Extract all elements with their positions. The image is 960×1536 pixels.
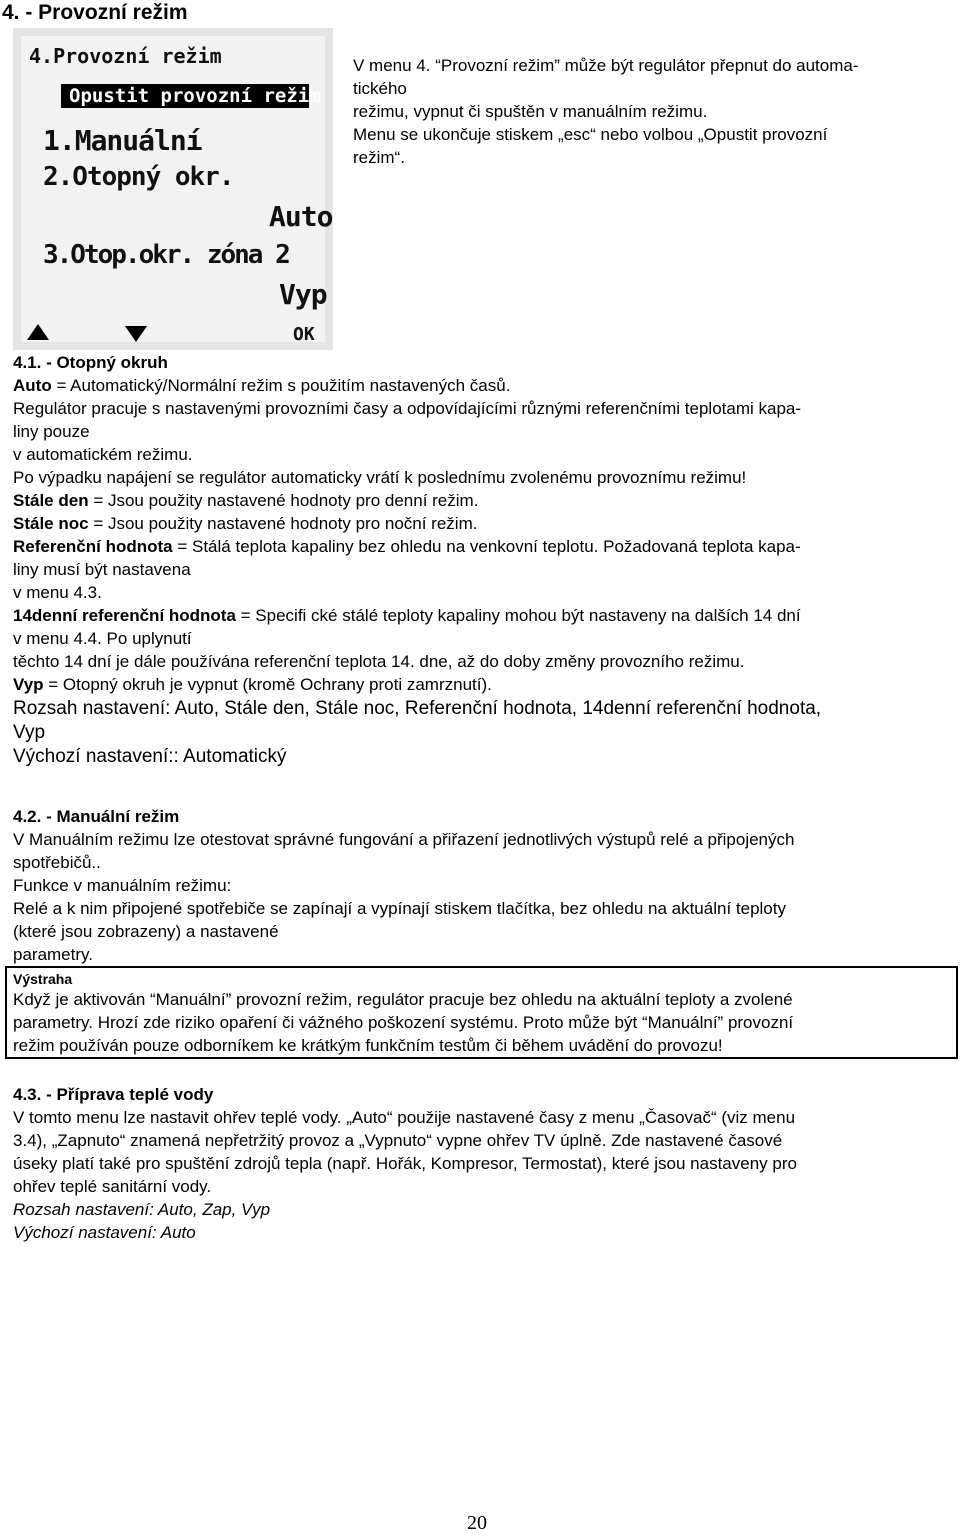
para-line: Funkce v manuálním režimu: xyxy=(13,876,232,895)
lcd-screen xyxy=(21,36,333,345)
para-line: liny musí být nastavena xyxy=(13,560,191,579)
para-line: liny pouze xyxy=(13,422,90,441)
para-line: V Manuálním režimu lze otestovat správné fungování a přiřazení jednotlivých výstupů relé a připojených xyxy=(13,830,795,849)
warning-line: parametry. Hrozí zde riziko opaření či vážného poškození systému. Proto může být “Manuální” provozní xyxy=(13,1013,794,1032)
para-line: (které jsou zobrazeny) a nastavené xyxy=(13,922,279,941)
range-line: Rozsah nastavení: Auto, Stále den, Stále noc, Referenční hodnota, 14denní referenční hodnota, xyxy=(13,698,822,719)
side-text-line: Menu se ukončuje stiskem „esc“ nebo volbou „Opustit provozní xyxy=(353,125,828,144)
default-line: Výchozí nastavení:: Automatický xyxy=(13,746,287,767)
para-line xyxy=(13,605,801,627)
para-line xyxy=(13,375,510,397)
para-line: v menu 4.3. xyxy=(13,583,102,602)
side-text-line: režim“. xyxy=(353,148,405,167)
lcd-menu-title: 4.Provozní režim xyxy=(29,44,222,68)
side-text-line: tického xyxy=(353,79,407,98)
page-heading: 4. - Provozní režim xyxy=(2,1,188,24)
para-line: v automatickém režimu. xyxy=(13,445,193,464)
term-vyp: Vyp xyxy=(13,675,44,694)
range-line: Rozsah nastavení: Auto, Zap, Vyp xyxy=(13,1200,271,1219)
para-line: spotřebičů.. xyxy=(13,853,101,872)
section-4-2-title: 4.2. - Manuální režim xyxy=(13,807,180,826)
para-line: těchto 14 dní je dále používána referenční teplota 14. dne, až do doby změny provozního režimu. xyxy=(13,652,745,671)
para-line: Po výpadku napájení se regulátor automaticky vrátí k poslednímu zvolenému provoznímu režimu! xyxy=(13,468,747,487)
para-line xyxy=(13,513,477,535)
term-text: = Specifi cké stálé teploty kapaliny mohou být nastaveny na dalších 14 dní xyxy=(235,606,801,625)
term-ref-value: Referenční hodnota xyxy=(13,537,173,556)
term-text: = Jsou použity nastavené hodnoty pro denní režim. xyxy=(88,491,479,510)
para-line xyxy=(13,490,478,512)
lcd-item-heating-circuit-value: Auto xyxy=(269,200,333,233)
lcd-selected-label: Opustit provozní režim xyxy=(69,85,321,107)
para-line xyxy=(13,674,492,696)
warning-line: Když je aktivován “Manuální” provozní režim, regulátor pracuje bez ohledu na aktuální teploty a zvolené xyxy=(13,990,793,1009)
lcd-display xyxy=(13,28,333,350)
lcd-item-zone2: 3.Otop.okr. zóna 2 xyxy=(43,240,289,270)
para-line: úseky platí také pro spuštění zdrojů tepla (např. Hořák, Kompresor, Termostat), které jsou nastaveny pro xyxy=(13,1154,797,1173)
page-number: 20 xyxy=(467,1512,487,1534)
section-4-1-title: 4.1. - Otopný okruh xyxy=(13,353,168,372)
term-text: = Otopný okruh je vypnut (kromě Ochrany proti zamrznutí). xyxy=(43,675,492,694)
range-line: Vyp xyxy=(13,722,46,743)
arrow-down-icon xyxy=(125,326,147,342)
term-auto: Auto xyxy=(13,376,52,395)
side-text-line: režimu, vypnut či spuštěn v manuálním režimu. xyxy=(353,102,708,121)
warning-title: Výstraha xyxy=(13,971,73,987)
para-line: parametry. xyxy=(13,945,93,964)
default-line: Výchozí nastavení: Auto xyxy=(13,1223,196,1242)
section-4-3-title: 4.3. - Příprava teplé vody xyxy=(13,1085,214,1104)
para-line: Relé a k nim připojené spotřebiče se zapínají a vypínají stiskem tlačítka, bez ohledu na aktuální teploty xyxy=(13,899,786,918)
term-text: = Stálá teplota kapaliny bez ohledu na venkovní teplotu. Požadovaná teplota kapa- xyxy=(172,537,801,556)
warning-line: režim používán pouze odborníkem ke krátkým funkčním testům či během uvádění do provozu! xyxy=(13,1036,723,1055)
lcd-ok-label: OK xyxy=(293,324,315,345)
para-line: ohřev teplé sanitární vody. xyxy=(13,1177,212,1196)
term-14day-ref: 14denní referenční hodnota xyxy=(13,606,236,625)
para-line: v menu 4.4. Po uplynutí xyxy=(13,629,192,648)
lcd-selected-item xyxy=(61,84,321,108)
lcd-item-manual: 1.Manuální xyxy=(43,124,202,157)
para-line: V tomto menu lze nastavit ohřev teplé vody. „Auto“ použije nastavené časy z menu „Časovač“ (viz menu xyxy=(13,1108,796,1127)
lcd-item-zone2-value: Vyp xyxy=(279,278,327,311)
para-line: Regulátor pracuje s nastavenými provozními časy a odpovídajícími různými referenčními teplotami kapa- xyxy=(13,399,802,418)
term-text: = Jsou použity nastavené hodnoty pro noční režim. xyxy=(88,514,478,533)
para-line xyxy=(13,536,801,558)
term-text: = Automatický/Normální režim s použitím nastavených časů. xyxy=(51,376,511,395)
para-line: 3.4), „Zapnuto“ znamená nepřetržitý provoz a „Vypnuto“ vypne ohřev TV úplně. Zde nastavené časové xyxy=(13,1131,783,1150)
arrow-up-icon xyxy=(27,324,49,340)
lcd-item-heating-circuit: 2.Otopný okr. xyxy=(43,162,234,192)
side-text-line: V menu 4. “Provozní režim” může být regulátor přepnut do automa- xyxy=(353,56,859,75)
term-stale-den: Stále den xyxy=(13,491,89,510)
term-stale-noc: Stále noc xyxy=(13,514,89,533)
